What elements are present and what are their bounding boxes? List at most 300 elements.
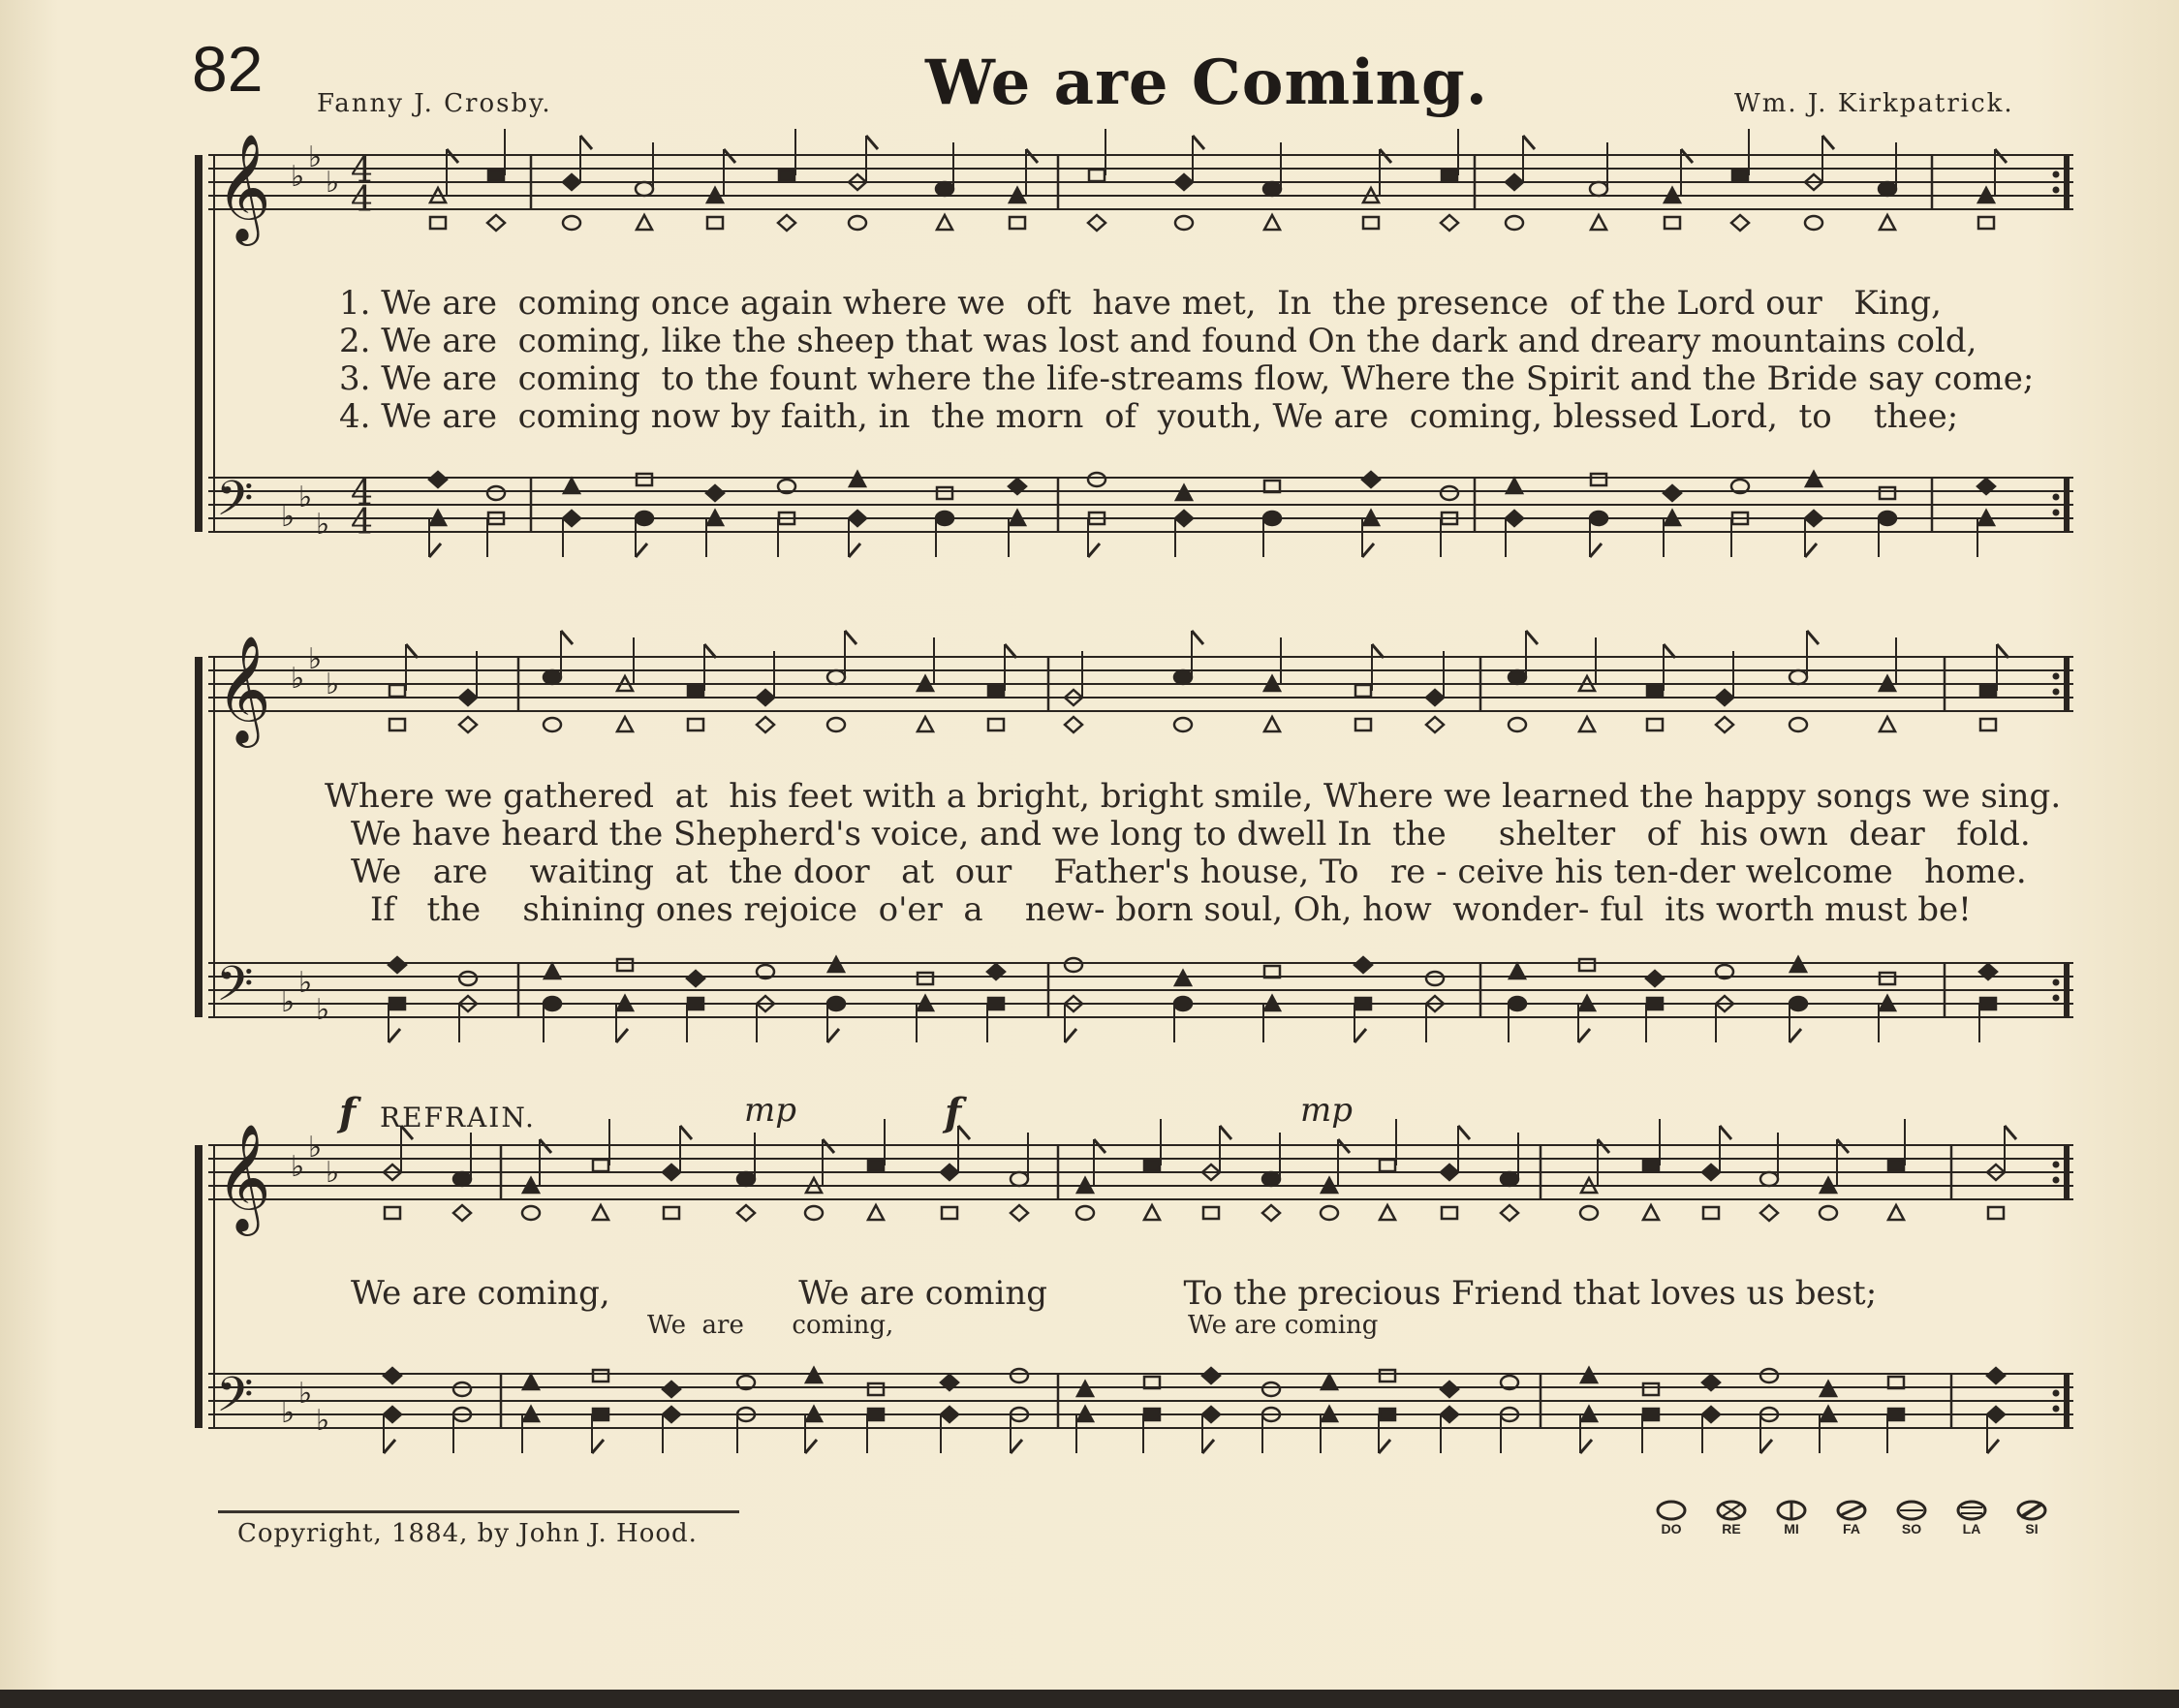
- notehead: [637, 215, 652, 230]
- notehead: [617, 717, 633, 731]
- notehead: [1321, 1206, 1338, 1220]
- notehead: [805, 1206, 823, 1220]
- notehead: [430, 217, 446, 229]
- notehead: [688, 719, 703, 730]
- notehead: [1175, 216, 1193, 230]
- notehead: [988, 998, 1004, 1009]
- shape-note-do: [1647, 1500, 1696, 1537]
- notehead: [1088, 473, 1105, 486]
- notehead: [1380, 1160, 1395, 1171]
- notehead: [1263, 512, 1281, 525]
- notehead: [1441, 1165, 1458, 1180]
- notehead: [737, 1172, 755, 1186]
- notehead: [1144, 1205, 1160, 1220]
- notehead: [1506, 216, 1523, 230]
- notehead: [487, 486, 505, 500]
- notehead: [1441, 215, 1458, 231]
- re-shape-icon: [1715, 1500, 1748, 1521]
- treble-clef-icon: 𝄞: [216, 133, 271, 241]
- notehead: [429, 472, 447, 487]
- note-flag: [704, 644, 716, 658]
- hymn-title: We are Coming.: [925, 47, 1489, 119]
- notehead: [1880, 487, 1895, 499]
- notehead: [1581, 1368, 1597, 1382]
- verse-2-line-2: We have heard the Shepherd's voice, and we long to dwell In the shelter of his own dear fold.: [351, 815, 2031, 854]
- notehead: [937, 487, 952, 499]
- note-flag: [1807, 631, 1819, 644]
- notehead: [1088, 215, 1105, 231]
- note-flag: [845, 631, 856, 644]
- notehead: [1355, 998, 1371, 1009]
- notehead: [1144, 1160, 1160, 1171]
- notehead: [1821, 1382, 1836, 1396]
- note-flag: [1220, 1126, 1231, 1139]
- repeat-dot: [2053, 187, 2060, 194]
- repeat-dot: [2053, 673, 2060, 680]
- notehead: [918, 973, 933, 984]
- time-signature: 4: [351, 503, 373, 543]
- notehead: [1174, 997, 1192, 1010]
- notehead: [593, 1370, 608, 1382]
- note-flag: [1720, 1126, 1731, 1139]
- notehead: [1426, 690, 1444, 705]
- notehead: [988, 685, 1004, 697]
- notehead: [1880, 215, 1895, 230]
- notehead: [1380, 1409, 1395, 1420]
- note-flag: [1997, 644, 2008, 658]
- flat-icon: ♭: [326, 668, 340, 701]
- notehead: [1264, 215, 1280, 230]
- copyright-rule: [218, 1510, 739, 1513]
- notehead: [1442, 170, 1457, 181]
- repeat-dot: [2053, 979, 2060, 986]
- refrain-lyric: We are coming, We are coming To the precious Friend that loves us best;: [351, 1274, 1878, 1313]
- note-flag: [1578, 1029, 1590, 1042]
- flat-icon: ♭: [298, 966, 313, 1000]
- verse-3-line-2: We are waiting at the door at our Father's house, To re - ceive his ten-der welcome home.: [351, 853, 2027, 891]
- notehead: [1591, 215, 1606, 230]
- notehead: [453, 1205, 471, 1221]
- notehead: [1646, 971, 1664, 986]
- shape-note-mi: [1767, 1500, 1816, 1537]
- notehead: [1987, 1407, 2005, 1422]
- treble-clef-icon: 𝄞: [216, 635, 271, 743]
- notehead: [687, 971, 704, 986]
- notehead: [1643, 1160, 1659, 1171]
- notehead: [1703, 1207, 1719, 1219]
- notehead: [453, 1382, 471, 1396]
- notehead: [1363, 217, 1379, 229]
- notehead: [942, 1207, 957, 1219]
- note-flag: [1065, 1029, 1076, 1042]
- notehead: [1580, 1206, 1598, 1220]
- notehead: [1579, 717, 1595, 731]
- notehead: [523, 1375, 539, 1389]
- notehead: [544, 997, 561, 1010]
- notehead: [488, 170, 504, 181]
- note-flag: [636, 543, 647, 557]
- note-flag: [1664, 644, 1675, 658]
- note-flag: [561, 631, 573, 644]
- notehead: [663, 1382, 680, 1397]
- time-signature: 4: [351, 180, 373, 220]
- notehead: [1262, 1382, 1280, 1396]
- note-flag: [1822, 136, 1834, 149]
- notehead: [1175, 971, 1191, 985]
- note-flag: [384, 1440, 395, 1453]
- notehead: [544, 718, 561, 731]
- notehead: [1355, 685, 1371, 697]
- notehead: [1643, 1205, 1659, 1220]
- notehead: [1647, 998, 1663, 1009]
- notehead: [849, 511, 866, 526]
- notehead: [1716, 717, 1733, 732]
- flat-icon: ♭: [298, 1377, 313, 1411]
- notehead: [1264, 717, 1280, 731]
- repeat-dot: [2053, 171, 2060, 178]
- notehead: [564, 479, 579, 493]
- notehead: [936, 512, 953, 525]
- notehead: [1731, 215, 1749, 231]
- notehead: [1176, 485, 1192, 500]
- repeat-dot: [2053, 995, 2060, 1002]
- dynamic-mezzo-piano: mp: [1300, 1091, 1354, 1130]
- refrain-echo-lyric-1: We are coming,: [647, 1311, 894, 1340]
- note-flag: [1590, 543, 1602, 557]
- flat-icon: ♭: [308, 642, 323, 676]
- notehead: [1354, 957, 1372, 973]
- note-flag: [1987, 1440, 1999, 1453]
- shape-note-label: DO: [1661, 1521, 1682, 1537]
- notehead: [828, 957, 844, 972]
- refrain-label: REFRAIN.: [380, 1102, 536, 1133]
- notehead: [1647, 685, 1663, 697]
- repeat-dot: [2053, 510, 2060, 516]
- note-flag: [592, 1440, 604, 1453]
- do-shape-icon: [1655, 1500, 1688, 1521]
- verse-3-line-1: 3. We are coming to the fount where the life-streams flow, Where the Spirit and the Bride say come;: [339, 359, 2035, 398]
- note-flag: [429, 543, 441, 557]
- notehead: [1790, 718, 1807, 731]
- repeat-dot: [2053, 1177, 2060, 1184]
- notehead: [1790, 670, 1807, 684]
- note-flag: [1805, 543, 1817, 557]
- flat-icon: ♭: [298, 481, 313, 514]
- notehead: [1202, 1368, 1220, 1383]
- shape-note-re: [1707, 1500, 1756, 1537]
- notehead: [1501, 1205, 1518, 1221]
- flat-icon: ♭: [316, 1404, 330, 1438]
- notehead: [663, 1407, 680, 1422]
- note-flag: [1379, 1440, 1390, 1453]
- notehead: [385, 1207, 400, 1219]
- notehead: [636, 512, 653, 525]
- notehead: [1065, 717, 1082, 732]
- notehead: [1760, 1205, 1778, 1221]
- notehead: [487, 215, 505, 231]
- shape-note-label: FA: [1843, 1521, 1860, 1537]
- copyright-notice: Copyright, 1884, by John J. Hood.: [237, 1519, 698, 1548]
- notehead: [384, 1368, 401, 1383]
- repeat-dot: [2053, 494, 2060, 501]
- notehead: [1362, 472, 1380, 487]
- notehead: [806, 1368, 822, 1382]
- shape-note-fa: [1827, 1500, 1876, 1537]
- notehead: [1509, 718, 1526, 731]
- notehead: [1643, 1409, 1659, 1420]
- note-flag: [389, 1029, 400, 1042]
- notehead: [459, 690, 477, 705]
- shape-note-si: [2008, 1500, 2056, 1537]
- notehead: [1978, 217, 1994, 229]
- notehead: [1175, 511, 1193, 526]
- author-credit: Fanny J. Crosby.: [317, 89, 552, 118]
- note-flag: [580, 136, 592, 149]
- notehead: [1590, 512, 1607, 525]
- notehead: [663, 1165, 680, 1180]
- notehead: [850, 472, 865, 486]
- notehead: [936, 182, 953, 196]
- notehead: [1579, 959, 1595, 971]
- treble-clef-icon: 𝄞: [216, 1123, 271, 1231]
- la-shape-icon: [1955, 1500, 1988, 1521]
- notehead: [1880, 717, 1895, 731]
- notehead: [1174, 718, 1192, 731]
- notehead: [1665, 217, 1680, 229]
- verse-1-line-2: Where we gathered at his feet with a bright, bright smile, Where we learned the happy songs we sing.: [325, 777, 2062, 816]
- notehead: [1820, 1206, 1837, 1220]
- fa-shape-icon: [1835, 1500, 1868, 1521]
- notehead: [1980, 685, 1996, 697]
- refrain-echo-lyric-2: We are coming: [1188, 1311, 1379, 1340]
- flat-icon: ♭: [326, 1156, 340, 1190]
- notehead: [1643, 1383, 1659, 1395]
- notehead: [1760, 1172, 1778, 1186]
- shape-note-la: [1947, 1500, 1996, 1537]
- notehead: [1380, 1205, 1395, 1220]
- notehead: [522, 1206, 540, 1220]
- notehead: [827, 718, 845, 731]
- shape-note-so: [1887, 1500, 1936, 1537]
- note-flag: [866, 136, 878, 149]
- notehead: [849, 216, 866, 230]
- notehead: [1987, 1368, 2005, 1383]
- note-flag: [1580, 1440, 1592, 1453]
- notehead: [1202, 1407, 1220, 1422]
- notehead: [706, 485, 724, 501]
- notehead: [1988, 1207, 2004, 1219]
- notehead: [918, 717, 933, 731]
- flat-icon: ♭: [308, 1131, 323, 1165]
- composer-credit: Wm. J. Kirkpatrick.: [1734, 89, 2014, 118]
- note-flag: [805, 1440, 817, 1453]
- notehead: [1760, 1369, 1778, 1382]
- si-shape-icon: [2015, 1500, 2048, 1521]
- notehead: [1262, 1205, 1280, 1221]
- note-flag: [1526, 631, 1538, 644]
- notehead: [1501, 1172, 1518, 1186]
- notehead: [1441, 486, 1458, 500]
- note-flag: [1193, 136, 1204, 149]
- note-flag: [1790, 1029, 1801, 1042]
- notehead: [868, 1409, 884, 1420]
- mi-shape-icon: [1775, 1500, 1808, 1521]
- notehead: [1510, 964, 1525, 978]
- notehead: [937, 215, 952, 230]
- notehead: [1506, 511, 1523, 526]
- note-flag: [1523, 136, 1535, 149]
- notehead: [1174, 670, 1192, 684]
- notehead: [1263, 182, 1281, 196]
- notehead: [688, 685, 703, 697]
- note-flag: [1760, 1440, 1772, 1453]
- bass-clef-icon: 𝄢: [216, 956, 254, 1024]
- notehead: [1355, 719, 1371, 730]
- notehead: [1980, 998, 1996, 1009]
- shape-note-label: LA: [1962, 1521, 1981, 1537]
- notehead: [868, 1383, 884, 1395]
- notehead: [1441, 1382, 1458, 1397]
- shape-note-label: RE: [1722, 1521, 1741, 1537]
- notehead: [1077, 1382, 1093, 1396]
- repeat-dot: [2053, 689, 2060, 696]
- notehead: [617, 959, 633, 971]
- notehead: [1011, 1369, 1028, 1382]
- notehead: [1880, 973, 1895, 984]
- note-flag: [1011, 1440, 1022, 1453]
- notehead: [1702, 1165, 1720, 1180]
- shape-note-label: SI: [2025, 1521, 2039, 1537]
- notehead: [688, 998, 703, 1009]
- dynamic-forte: f: [339, 1090, 357, 1135]
- verse-4-line-1: 4. We are coming now by faith, in the morn of youth, We are coming, blessed Lord, to thee;: [339, 397, 1959, 436]
- notehead: [1647, 719, 1663, 730]
- note-flag: [2005, 1126, 2016, 1139]
- notehead: [779, 170, 794, 181]
- note-flag: [827, 1029, 839, 1042]
- dynamic-forte: f: [945, 1090, 962, 1135]
- notehead: [544, 670, 561, 684]
- note-flag: [1458, 1126, 1470, 1139]
- note-flag: [1372, 644, 1384, 658]
- notehead: [1322, 1375, 1337, 1389]
- flat-icon: ♭: [326, 166, 340, 200]
- notehead: [778, 215, 795, 231]
- notehead: [389, 957, 406, 973]
- note-flag: [1362, 543, 1374, 557]
- flat-icon: ♭: [281, 1396, 296, 1430]
- notehead: [1011, 1205, 1028, 1221]
- notehead: [593, 1160, 608, 1171]
- notehead: [1011, 1172, 1028, 1186]
- notehead: [1590, 182, 1607, 196]
- note-flag: [616, 1029, 628, 1042]
- notehead: [593, 1409, 608, 1420]
- notehead: [389, 719, 405, 730]
- notehead: [737, 1205, 755, 1221]
- notehead: [563, 511, 580, 526]
- notehead: [384, 1407, 401, 1422]
- notehead: [707, 217, 723, 229]
- flat-icon: ♭: [281, 985, 296, 1019]
- notehead: [1441, 1407, 1458, 1422]
- notehead: [1805, 216, 1822, 230]
- shape-note-label: SO: [1901, 1521, 1922, 1537]
- notehead: [1888, 1205, 1904, 1220]
- notehead: [563, 174, 580, 190]
- bass-clef-icon: 𝄢: [216, 1367, 254, 1435]
- notehead: [1716, 690, 1733, 705]
- notehead: [1790, 957, 1806, 972]
- notehead: [1806, 472, 1821, 486]
- flat-icon: ♭: [316, 508, 330, 542]
- notehead: [593, 1205, 608, 1220]
- notehead: [1089, 170, 1105, 181]
- notehead: [1591, 474, 1606, 485]
- notehead: [1888, 1160, 1904, 1171]
- note-flag: [1005, 644, 1016, 658]
- notehead: [1203, 1207, 1219, 1219]
- notehead: [1702, 1407, 1720, 1422]
- flat-icon: ♭: [316, 993, 330, 1027]
- so-shape-icon: [1895, 1500, 1928, 1521]
- notehead: [1509, 670, 1526, 684]
- notehead: [636, 182, 653, 196]
- notehead: [1790, 997, 1807, 1010]
- repeat-dot: [2053, 1406, 2060, 1413]
- notehead: [1888, 1409, 1904, 1420]
- notehead: [1879, 182, 1896, 196]
- shape-note-key: [1647, 1500, 2073, 1548]
- notehead: [1175, 174, 1193, 190]
- notehead: [459, 717, 477, 732]
- verse-1-line-1: 1. We are coming once again where we oft have met, In the presence of the Lord our King,: [339, 284, 1942, 323]
- note-flag: [1354, 1029, 1366, 1042]
- dynamic-mezzo-piano: mp: [744, 1091, 797, 1130]
- notehead: [389, 685, 405, 697]
- notehead: [941, 1165, 958, 1180]
- notehead: [1442, 1207, 1457, 1219]
- note-flag: [680, 1126, 692, 1139]
- notehead: [988, 719, 1004, 730]
- notehead: [1664, 485, 1681, 501]
- time-signature: 4: [351, 474, 373, 513]
- repeat-dot: [2053, 1390, 2060, 1397]
- notehead: [868, 1160, 884, 1171]
- notehead: [664, 1207, 679, 1219]
- notehead: [1980, 719, 1996, 730]
- note-flag: [1202, 1440, 1214, 1453]
- verse-4-line-2: If the shining ones rejoice o'er a new- born soul, Oh, how wonder- ful its worth must be!: [370, 890, 1972, 929]
- flat-icon: ♭: [291, 662, 305, 696]
- note-flag: [849, 543, 860, 557]
- notehead: [827, 670, 845, 684]
- notehead: [1879, 512, 1896, 525]
- notehead: [389, 998, 405, 1009]
- notehead: [459, 972, 477, 985]
- notehead: [1506, 174, 1523, 190]
- flat-icon: ♭: [291, 1150, 305, 1184]
- notehead: [453, 1172, 471, 1186]
- notehead: [757, 690, 774, 705]
- notehead: [1426, 972, 1444, 985]
- note-flag: [1088, 543, 1100, 557]
- note-flag: [1192, 631, 1203, 644]
- flat-icon: ♭: [291, 160, 305, 194]
- notehead: [868, 1205, 884, 1220]
- notehead: [637, 474, 652, 485]
- shape-note-label: MI: [1784, 1521, 1799, 1537]
